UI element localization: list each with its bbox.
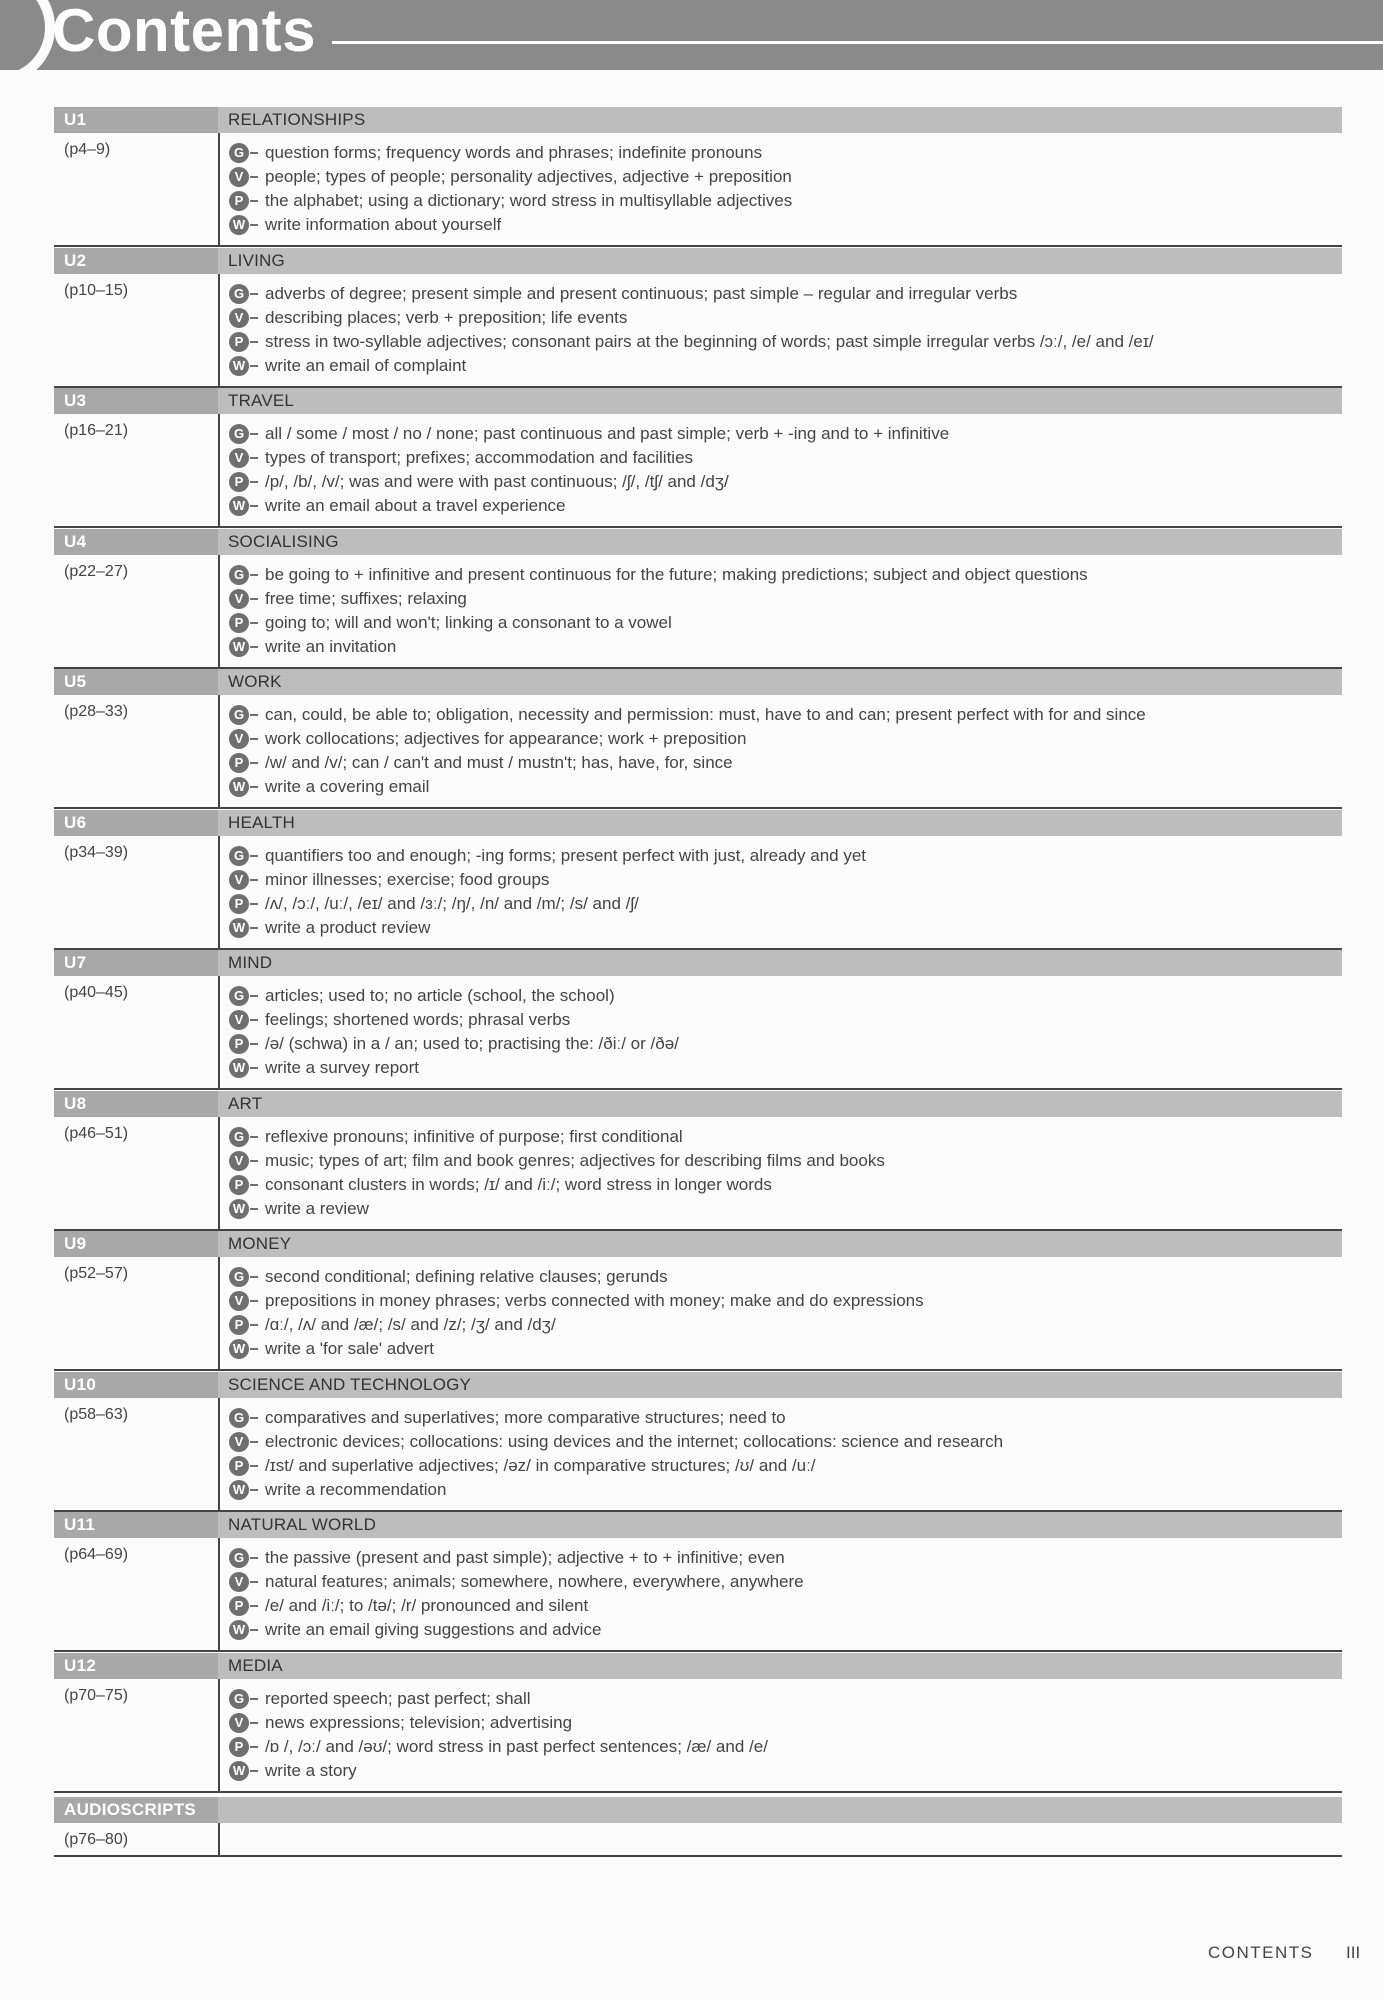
- badge-icon: P: [229, 1596, 249, 1616]
- item-text: electronic devices; collocations: using devices and the internet; collocations: science and research: [265, 1432, 1004, 1451]
- item-text: people; types of people; personality adjectives, adjective + preposition: [265, 167, 792, 186]
- dash-icon: [250, 433, 258, 435]
- item-text: reflexive pronouns; infinitive of purpose; first conditional: [265, 1127, 683, 1146]
- item-text: write an email about a travel experience: [265, 496, 566, 515]
- unit-pages: (p4–9): [64, 141, 111, 158]
- unit-code: U4: [54, 529, 218, 555]
- dash-icon: [250, 786, 258, 788]
- column-divider: [218, 1823, 220, 1855]
- item-text: write information about yourself: [265, 215, 502, 234]
- dash-icon: [250, 1441, 258, 1443]
- dash-icon: [250, 879, 258, 881]
- item-text: stress in two-syllable adjectives; consonant pairs at the beginning of words; past simple irregular verbs /ɔː/, /e/ and /eɪ/: [265, 332, 1154, 351]
- unit-code: U9: [54, 1231, 218, 1257]
- dash-icon: [250, 855, 258, 857]
- dash-icon: [250, 1348, 258, 1350]
- dash-icon: [250, 1770, 258, 1772]
- item-text: write a recommendation: [265, 1480, 447, 1499]
- badge-icon: V: [229, 729, 249, 749]
- badge-icon: P: [229, 1034, 249, 1054]
- dash-icon: [250, 1581, 258, 1583]
- unit-code: U12: [54, 1653, 218, 1679]
- column-divider: [218, 1117, 220, 1231]
- dash-icon: [250, 1067, 258, 1069]
- item-text: feelings; shortened words; phrasal verbs: [265, 1010, 571, 1029]
- dash-icon: [250, 646, 258, 648]
- item-text: /p/, /b/, /v/; was and were with past continuous; /ʃ/, /tʃ/ and /dʒ/: [265, 472, 729, 491]
- badge-icon: G: [229, 284, 249, 304]
- unit-title: LIVING: [228, 251, 285, 270]
- item-text: can, could, be able to; obligation, necessity and permission: must, have to and can; present perfect with for and since: [265, 705, 1146, 724]
- dash-icon: [250, 1184, 258, 1186]
- dash-icon: [250, 293, 258, 295]
- section-bar: [218, 1231, 1342, 1257]
- column-divider: [218, 274, 220, 388]
- item-text: minor illnesses; exercise; food groups: [265, 870, 550, 889]
- item-text: /ə/ (schwa) in a / an; used to; practising the: /ðiː/ or /ðə/: [265, 1034, 679, 1053]
- unit-code: U6: [54, 810, 218, 836]
- section-bar: [218, 388, 1342, 414]
- unit-title: WORK: [228, 672, 282, 691]
- badge-icon: W: [229, 918, 249, 938]
- unit-code: U2: [54, 248, 218, 274]
- row-rule: [54, 807, 1342, 809]
- badge-icon: V: [229, 1151, 249, 1171]
- section-bar: [218, 1797, 1342, 1823]
- item-text: adverbs of degree; present simple and present continuous; past simple – regular and irregular verbs: [265, 284, 1018, 303]
- item-text: all / some / most / no / none; past continuous and past simple; verb + -ing and to + infinitive: [265, 424, 950, 443]
- item-text: question forms; frequency words and phrases; indefinite pronouns: [265, 143, 763, 162]
- badge-icon: W: [229, 215, 249, 235]
- badge-icon: W: [229, 637, 249, 657]
- badge-icon: P: [229, 1737, 249, 1757]
- unit-code: U7: [54, 950, 218, 976]
- section-bar: [218, 950, 1342, 976]
- badge-icon: G: [229, 1689, 249, 1709]
- unit-pages: (p22–27): [64, 563, 129, 580]
- dash-icon: [250, 1605, 258, 1607]
- badge-icon: V: [229, 308, 249, 328]
- dash-icon: [250, 738, 258, 740]
- badge-icon: P: [229, 472, 249, 492]
- badge-icon: P: [229, 753, 249, 773]
- item-text: write an invitation: [265, 637, 397, 656]
- badge-icon: W: [229, 1761, 249, 1781]
- badge-icon: G: [229, 424, 249, 444]
- unit-title: RELATIONSHIPS: [228, 110, 366, 129]
- item-text: articles; used to; no article (school, the school): [265, 986, 615, 1005]
- section-bar: [218, 529, 1342, 555]
- item-text: going to; will and won't; linking a consonant to a vowel: [265, 613, 672, 632]
- dash-icon: [250, 1300, 258, 1302]
- column-divider: [218, 1257, 220, 1371]
- item-text: write a story: [265, 1761, 357, 1780]
- badge-icon: V: [229, 1572, 249, 1592]
- unit-pages: (p34–39): [64, 844, 129, 861]
- item-text: write an email of complaint: [265, 356, 467, 375]
- dash-icon: [250, 598, 258, 600]
- dash-icon: [250, 714, 258, 716]
- dash-icon: [250, 927, 258, 929]
- badge-icon: G: [229, 1267, 249, 1287]
- item-text: /ɪst/ and superlative adjectives; /əz/ in comparative structures; /ʊ/ and /uː/: [265, 1456, 816, 1475]
- dash-icon: [250, 1324, 258, 1326]
- item-text: /e/ and /iː/; to /tə/; /r/ pronounced and silent: [265, 1596, 589, 1615]
- badge-icon: G: [229, 1127, 249, 1147]
- unit-title: ART: [228, 1094, 263, 1113]
- row-rule: [54, 245, 1342, 247]
- item-text: music; types of art; film and book genres; adjectives for describing films and books: [265, 1151, 885, 1170]
- section-bar: [218, 248, 1342, 274]
- badge-icon: P: [229, 613, 249, 633]
- dash-icon: [250, 505, 258, 507]
- dash-icon: [250, 1136, 258, 1138]
- unit-pages: (p70–75): [64, 1687, 129, 1704]
- dash-icon: [250, 1629, 258, 1631]
- unit-pages: (p40–45): [64, 984, 129, 1001]
- dash-icon: [250, 176, 258, 178]
- column-divider: [218, 976, 220, 1090]
- unit-pages: (p64–69): [64, 1546, 129, 1563]
- dash-icon: [250, 365, 258, 367]
- badge-icon: G: [229, 986, 249, 1006]
- dash-icon: [250, 457, 258, 459]
- unit-code: U1: [54, 107, 218, 133]
- section-bar: [218, 810, 1342, 836]
- dash-icon: [250, 995, 258, 997]
- badge-icon: P: [229, 191, 249, 211]
- header-rule: [332, 41, 1383, 44]
- item-text: the passive (present and past simple); adjective + to + infinitive; even: [265, 1548, 785, 1567]
- badge-icon: P: [229, 1315, 249, 1335]
- footer-label: CONTENTS: [1208, 1943, 1314, 1962]
- dash-icon: [250, 1417, 258, 1419]
- item-text: write a review: [265, 1199, 369, 1218]
- item-text: types of transport; prefixes; accommodation and facilities: [265, 448, 694, 467]
- unit-title: SCIENCE AND TECHNOLOGY: [228, 1375, 472, 1394]
- item-text: work collocations; adjectives for appearance; work + preposition: [265, 729, 747, 748]
- item-text: /ɒ /, /ɔː/ and /əʊ/; word stress in past perfect sentences; /æ/ and /e/: [265, 1737, 768, 1756]
- unit-code: U5: [54, 669, 218, 695]
- dash-icon: [250, 1746, 258, 1748]
- page-title: Contents: [52, 0, 316, 64]
- row-rule: [54, 1369, 1342, 1371]
- unit-pages: (p28–33): [64, 703, 129, 720]
- unit-title: SOCIALISING: [228, 532, 339, 551]
- column-divider: [218, 836, 220, 950]
- badge-icon: V: [229, 1010, 249, 1030]
- dash-icon: [250, 152, 258, 154]
- badge-icon: V: [229, 1291, 249, 1311]
- header-curve-decoration: [0, 0, 55, 85]
- dash-icon: [250, 1698, 258, 1700]
- dash-icon: [250, 1722, 258, 1724]
- badge-icon: G: [229, 846, 249, 866]
- unit-title: MONEY: [228, 1234, 292, 1253]
- dash-icon: [250, 903, 258, 905]
- badge-icon: V: [229, 448, 249, 468]
- unit-title: HEALTH: [228, 813, 296, 832]
- audioscripts-label: AUDIOSCRIPTS: [54, 1797, 218, 1823]
- badge-icon: W: [229, 1058, 249, 1078]
- badge-icon: V: [229, 1432, 249, 1452]
- column-divider: [218, 695, 220, 809]
- badge-icon: W: [229, 1620, 249, 1640]
- badge-icon: G: [229, 1408, 249, 1428]
- badge-icon: G: [229, 143, 249, 163]
- unit-code: U10: [54, 1372, 218, 1398]
- unit-pages: (p46–51): [64, 1125, 129, 1142]
- item-text: the alphabet; using a dictionary; word stress in multisyllable adjectives: [265, 191, 793, 210]
- dash-icon: [250, 1043, 258, 1045]
- item-text: natural features; animals; somewhere, nowhere, everywhere, anywhere: [265, 1572, 804, 1591]
- row-rule: [54, 1650, 1342, 1652]
- section-bar: [218, 669, 1342, 695]
- dash-icon: [250, 481, 258, 483]
- item-text: free time; suffixes; relaxing: [265, 589, 467, 608]
- section-bar: [218, 1512, 1342, 1538]
- item-text: comparatives and superlatives; more comparative structures; need to: [265, 1408, 786, 1427]
- column-divider: [218, 414, 220, 528]
- dash-icon: [250, 622, 258, 624]
- unit-title: TRAVEL: [228, 391, 295, 410]
- unit-title: MIND: [228, 953, 273, 972]
- badge-icon: V: [229, 870, 249, 890]
- column-divider: [218, 555, 220, 669]
- dash-icon: [250, 341, 258, 343]
- item-text: /ʌ/, /ɔː/, /uː/, /eɪ/ and /ɜː/; /ŋ/, /n/ and /m/; /s/ and /ʃ/: [265, 894, 639, 913]
- dash-icon: [250, 762, 258, 764]
- item-text: quantifiers too and enough; -ing forms; present perfect with just, already and yet: [265, 846, 867, 865]
- badge-icon: W: [229, 1339, 249, 1359]
- dash-icon: [250, 1276, 258, 1278]
- bottom-rule: [54, 1855, 1342, 1857]
- badge-icon: G: [229, 1548, 249, 1568]
- page-header: [0, 0, 1383, 70]
- section-bar: [218, 1653, 1342, 1679]
- badge-icon: V: [229, 167, 249, 187]
- item-text: be going to + infinitive and present continuous for the future; making predictions; subject and object questions: [265, 565, 1088, 584]
- dash-icon: [250, 1208, 258, 1210]
- item-text: consonant clusters in words; /ɪ/ and /iː/; word stress in longer words: [265, 1175, 772, 1194]
- item-text: write an email giving suggestions and advice: [265, 1620, 602, 1639]
- item-text: news expressions; television; advertising: [265, 1713, 573, 1732]
- unit-pages: (p10–15): [64, 282, 129, 299]
- item-text: write a covering email: [265, 777, 430, 796]
- page-number: III: [1346, 1943, 1361, 1962]
- badge-icon: G: [229, 565, 249, 585]
- item-text: write a product review: [265, 918, 431, 937]
- unit-code: U3: [54, 388, 218, 414]
- dash-icon: [250, 1489, 258, 1491]
- item-text: write a 'for sale' advert: [265, 1339, 435, 1358]
- item-text: reported speech; past perfect; shall: [265, 1689, 531, 1708]
- badge-icon: W: [229, 1199, 249, 1219]
- item-text: write a survey report: [265, 1058, 419, 1077]
- dash-icon: [250, 574, 258, 576]
- column-divider: [218, 1538, 220, 1652]
- badge-icon: P: [229, 1175, 249, 1195]
- unit-pages: (p16–21): [64, 422, 129, 439]
- section-bar: [218, 107, 1342, 133]
- row-rule: [54, 1791, 1342, 1793]
- item-text: describing places; verb + preposition; life events: [265, 308, 628, 327]
- dash-icon: [250, 200, 258, 202]
- section-bar: [218, 1091, 1342, 1117]
- badge-icon: P: [229, 1456, 249, 1476]
- unit-title: MEDIA: [228, 1656, 283, 1675]
- badge-icon: P: [229, 332, 249, 352]
- badge-icon: W: [229, 496, 249, 516]
- badge-icon: W: [229, 777, 249, 797]
- badge-icon: P: [229, 894, 249, 914]
- badge-icon: W: [229, 356, 249, 376]
- item-text: /ɑː/, /ʌ/ and /æ/; /s/ and /z/; /ʒ/ and /dʒ/: [265, 1315, 556, 1334]
- unit-title: NATURAL WORLD: [228, 1515, 377, 1534]
- row-rule: [54, 1088, 1342, 1090]
- badge-icon: V: [229, 1713, 249, 1733]
- item-text: prepositions in money phrases; verbs connected with money; make and do expressions: [265, 1291, 924, 1310]
- audioscripts-pages: (p76–80): [64, 1831, 129, 1848]
- unit-code: U8: [54, 1091, 218, 1117]
- unit-pages: (p52–57): [64, 1265, 129, 1282]
- unit-pages: (p58–63): [64, 1406, 129, 1423]
- dash-icon: [250, 1160, 258, 1162]
- dash-icon: [250, 317, 258, 319]
- item-text: second conditional; defining relative clauses; gerunds: [265, 1267, 668, 1286]
- column-divider: [218, 1398, 220, 1512]
- dash-icon: [250, 1019, 258, 1021]
- unit-code: U11: [54, 1512, 218, 1538]
- dash-icon: [250, 1557, 258, 1559]
- dash-icon: [250, 224, 258, 226]
- row-rule: [54, 526, 1342, 528]
- badge-icon: W: [229, 1480, 249, 1500]
- badge-icon: G: [229, 705, 249, 725]
- dash-icon: [250, 1465, 258, 1467]
- column-divider: [218, 1679, 220, 1793]
- column-divider: [218, 133, 220, 247]
- badge-icon: V: [229, 589, 249, 609]
- item-text: /w/ and /v/; can / can't and must / mustn't; has, have, for, since: [265, 753, 733, 772]
